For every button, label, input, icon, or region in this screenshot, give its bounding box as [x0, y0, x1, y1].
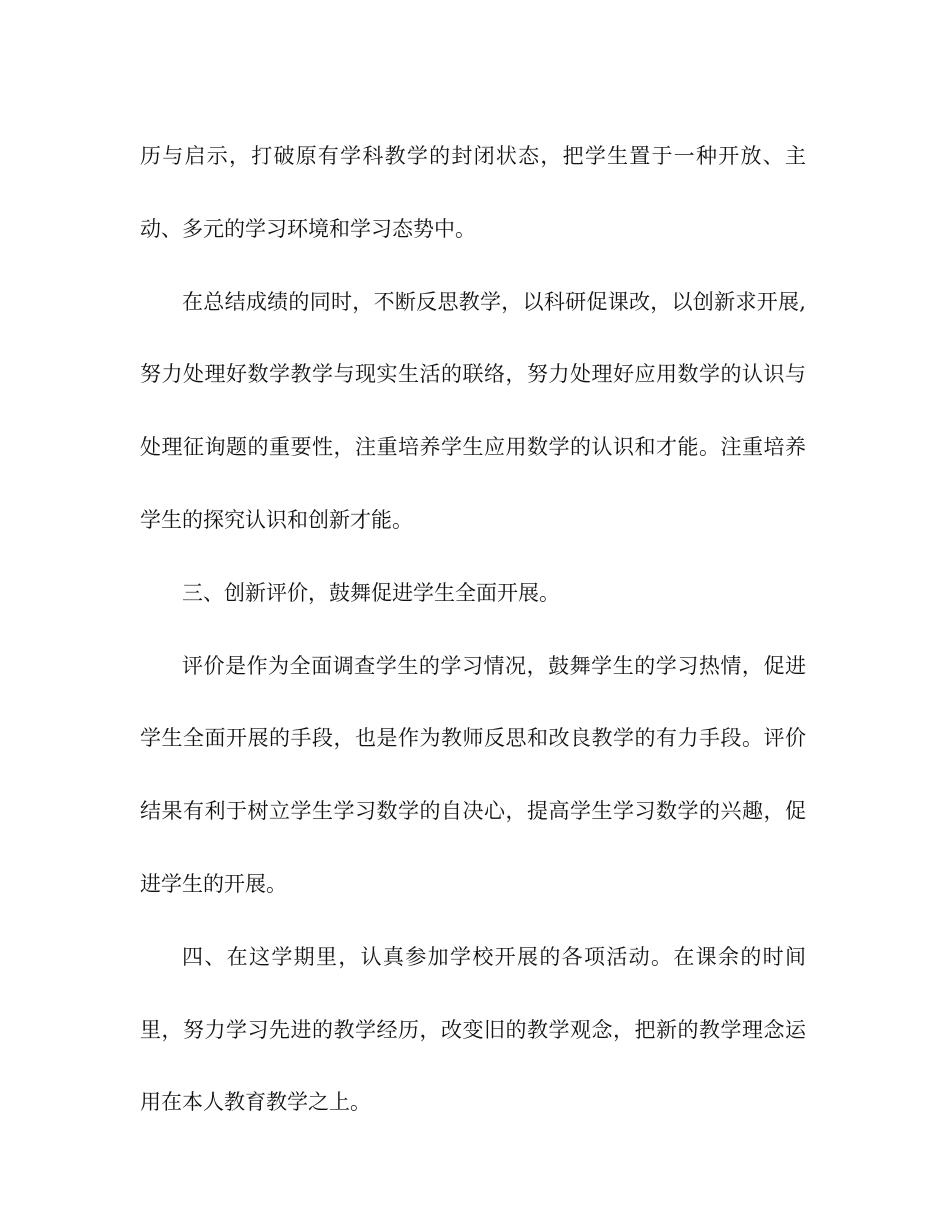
paragraph-reflection: 在总结成绩的同时，不断反思教学，以科研促课改，以创新求开展,努力处理好数学教学与现实生活的联络，努力处理好应用数学的认识与处理征询题的重要性，注重培养学生应用数学的认识和才能。注重培养学生的探究认识和创新才能。 — [140, 289, 806, 532]
paragraph-section-four: 四、在这学期里，认真参加学校开展的各项活动。在课余的时间里，努力学习先进的教学经历，改变旧的教学观念，把新的教学理念运用在本人教育教学之上。 — [140, 944, 806, 1115]
paragraph-evaluation: 评价是作为全面调查学生的学习情况，鼓舞学生的学习热情，促进学生全面开展的手段，也是作为教师反思和改良教学的有力手段。评价结果有利于树立学生学习数学的自决心，提高学生学习数学的兴趣，促进学生的开展。 — [140, 653, 806, 896]
paragraph-continuation: 历与启示，打破原有学科教学的封闭状态，把学生置于一种开放、主动、多元的学习环境和学习态势中。 — [140, 144, 806, 241]
section-heading-three: 三、创新评价，鼓舞促进学生全面开展。 — [182, 580, 560, 605]
document-body — [140, 120, 806, 1139]
